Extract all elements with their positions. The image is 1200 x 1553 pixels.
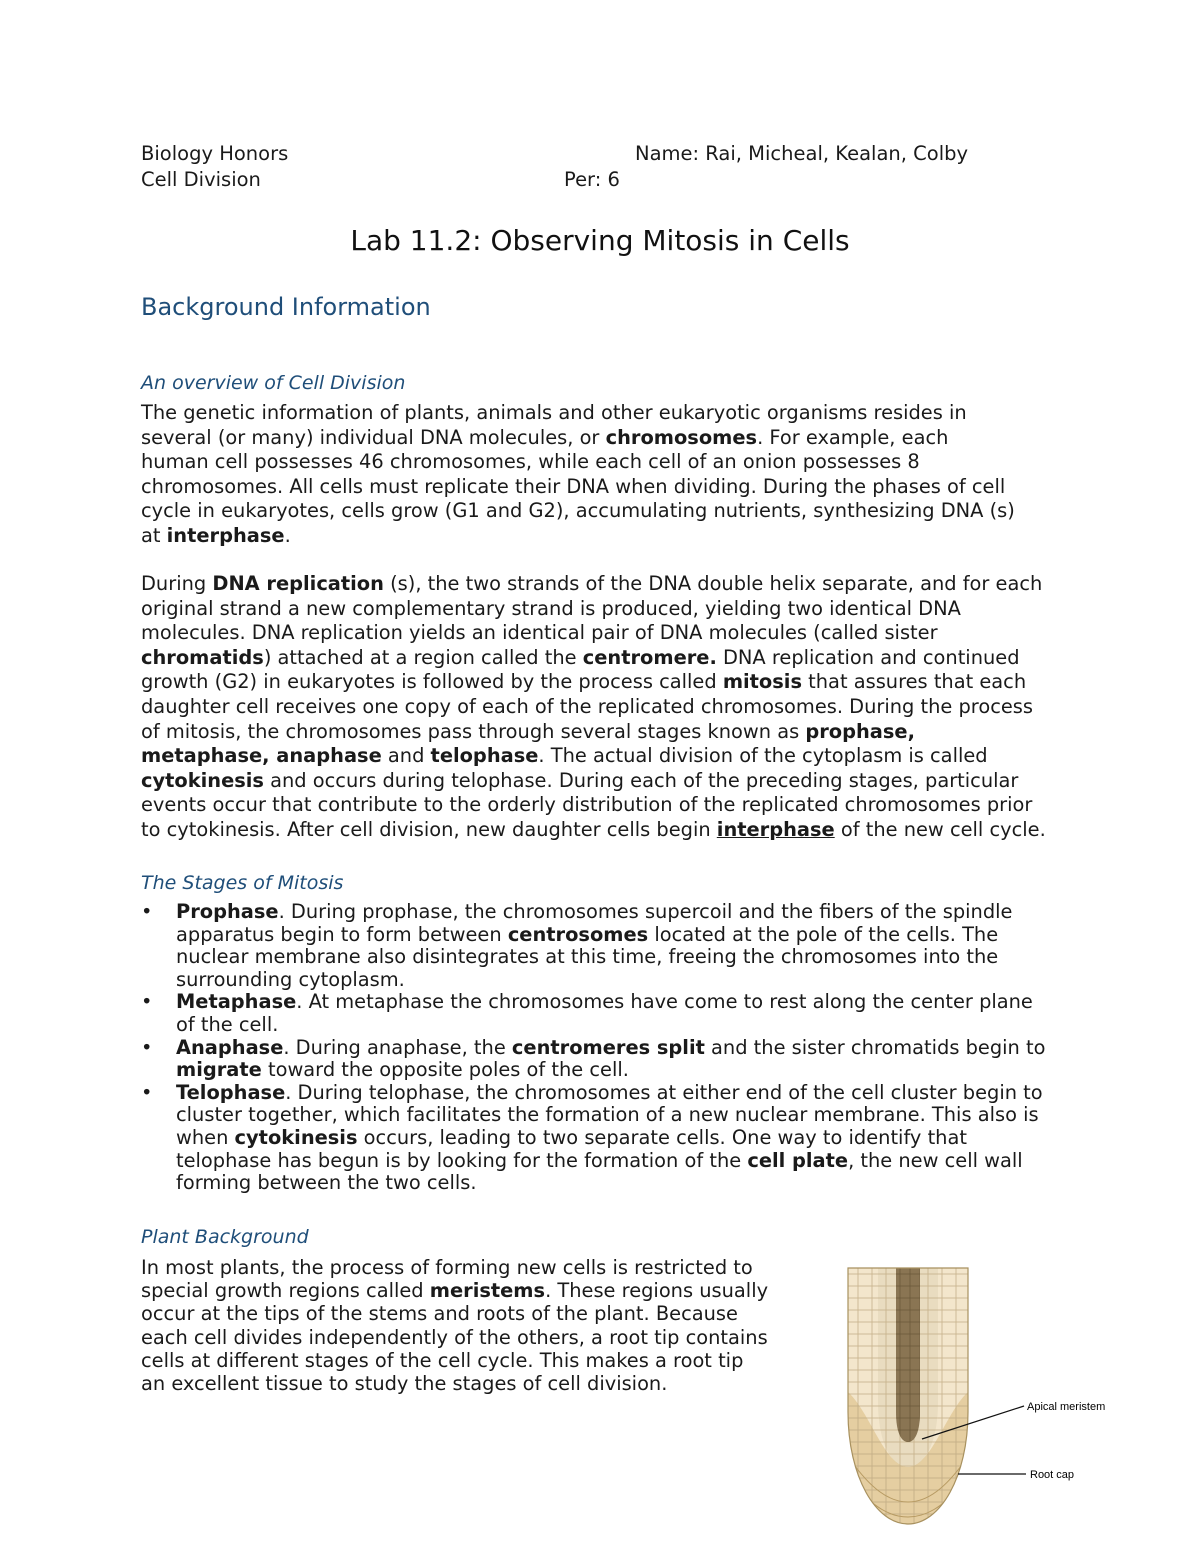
plant-line: each cell divides independently of the others, a root tip contains bbox=[141, 1325, 768, 1349]
overview-p2-line: During DNA replication (s), the two strands of the DNA double helix separate, and for each bbox=[141, 572, 1043, 595]
section-heading: Background Information bbox=[141, 293, 431, 321]
stage-line: when cytokinesis occurs, leading to two separate cells. One way to identify that bbox=[176, 1125, 967, 1149]
stage-item bbox=[141, 1082, 1045, 1195]
stages-list bbox=[141, 901, 1045, 1195]
stage-line: of the cell. bbox=[176, 1012, 279, 1036]
plant-line: an excellent tissue to study the stages of cell division. bbox=[141, 1372, 668, 1396]
bullet-icon: • bbox=[141, 1035, 153, 1059]
unit-name: Cell Division bbox=[141, 168, 261, 191]
stage-line: nuclear membrane also disintegrates at this time, freeing the chromosomes into the bbox=[176, 945, 999, 969]
plant-line: special growth regions called meristems. These regions usually bbox=[141, 1279, 769, 1303]
stage-line: telophase has begun is by looking for the formation of the cell plate, the new cell wall bbox=[176, 1148, 1023, 1172]
stages-heading: The Stages of Mitosis bbox=[141, 872, 344, 894]
overview-p1-line: at interphase. bbox=[141, 523, 291, 547]
stage-line: Metaphase. At metaphase the chromosomes have come to rest along the center plane bbox=[176, 990, 1033, 1014]
overview-paragraph-2 bbox=[141, 572, 1046, 843]
overview-p2-line: molecules. DNA replication yields an identical pair of DNA molecules (called sister bbox=[141, 621, 938, 645]
label-apical-meristem: Apical meristem bbox=[1027, 1401, 1106, 1413]
overview-p1-line: several (or many) individual DNA molecules, or chromosomes. For example, each bbox=[141, 425, 949, 449]
bullet-icon: • bbox=[141, 990, 153, 1014]
stage-line: migrate toward the opposite poles of the cell. bbox=[176, 1058, 629, 1082]
overview-p2-line: to cytokinesis. After cell division, new daughter cells begin interphase of the new cell cycle. bbox=[141, 817, 1046, 841]
course-name: Biology Honors bbox=[141, 142, 289, 165]
overview-paragraph-1 bbox=[141, 401, 1015, 549]
bullet-icon: • bbox=[141, 900, 153, 923]
plant-heading: Plant Background bbox=[141, 1226, 309, 1248]
label-root-cap: Root cap bbox=[1030, 1469, 1075, 1481]
overview-p1-line: human cell possesses 46 chromosomes, while each cell of an onion possesses 8 bbox=[141, 450, 920, 474]
stage-line: Prophase. During prophase, the chromosomes supercoil and the fibers of the spindle bbox=[176, 900, 1013, 923]
stage-line: apparatus begin to form between centrosomes located at the pole of the cells. The bbox=[176, 922, 999, 946]
student-names: Name: Rai, Micheal, Kealan, Colby bbox=[635, 142, 969, 165]
overview-p2-line: growth (G2) in eukaryotes is followed by the process called mitosis that assures that each bbox=[141, 670, 1027, 694]
stage-line: Anaphase. During anaphase, the centromeres split and the sister chromatids begin to bbox=[176, 1035, 1046, 1059]
overview-p2-line: metaphase, anaphase and telophase. The actual division of the cytoplasm is called bbox=[141, 744, 988, 768]
overview-p2-line: of mitosis, the chromosomes pass through several stages known as prophase, bbox=[141, 719, 915, 743]
root-tip-figure bbox=[830, 1262, 1120, 1532]
bullet-icon: • bbox=[141, 1080, 153, 1104]
plant-line: occur at the tips of the stems and roots of the plant. Because bbox=[141, 1302, 738, 1326]
stage-line: cluster together, which facilitates the formation of a new nuclear membrane. This also is bbox=[176, 1103, 1039, 1127]
plant-line: In most plants, the process of forming new cells is restricted to bbox=[141, 1256, 753, 1279]
overview-p1-line: chromosomes. All cells must replicate their DNA when dividing. During the phases of cell bbox=[141, 474, 1006, 498]
overview-p2-line: events occur that contribute to the orderly distribution of the replicated chromosomes prior bbox=[141, 793, 1033, 817]
overview-p2-line: original strand a new complementary strand is produced, yielding two identical DNA bbox=[141, 596, 961, 620]
overview-p2-line: chromatids) attached at a region called the centromere. DNA replication and continued bbox=[141, 645, 1020, 669]
stage-line: surrounding cytoplasm. bbox=[176, 967, 405, 991]
stage-line: forming between the two cells. bbox=[176, 1171, 477, 1195]
overview-p2-line: cytokinesis and occurs during telophase. During each of the preceding stages, particular bbox=[141, 768, 1019, 792]
stage-line: Telophase. During telophase, the chromosomes at either end of the cell cluster begin to bbox=[176, 1080, 1043, 1104]
lab-title: Lab 11.2: Observing Mitosis in Cells bbox=[350, 224, 850, 257]
overview-p1-line: The genetic information of plants, animals and other eukaryotic organisms resides in bbox=[141, 401, 967, 424]
overview-heading: An overview of Cell Division bbox=[141, 372, 406, 394]
stage-item bbox=[141, 991, 1045, 1036]
overview-p1-line: cycle in eukaryotes, cells grow (G1 and G2), accumulating nutrients, synthesizing DNA (s) bbox=[141, 499, 1015, 523]
class-period: Per: 6 bbox=[564, 168, 620, 191]
stage-item bbox=[141, 901, 1045, 991]
stage-item bbox=[141, 1037, 1045, 1082]
plant-line: cells at different stages of the cell cycle. This makes a root tip bbox=[141, 1348, 744, 1372]
plant-paragraph bbox=[141, 1256, 768, 1395]
overview-p2-line: daughter cell receives one copy of each of the replicated chromosomes. During the process bbox=[141, 694, 1034, 718]
